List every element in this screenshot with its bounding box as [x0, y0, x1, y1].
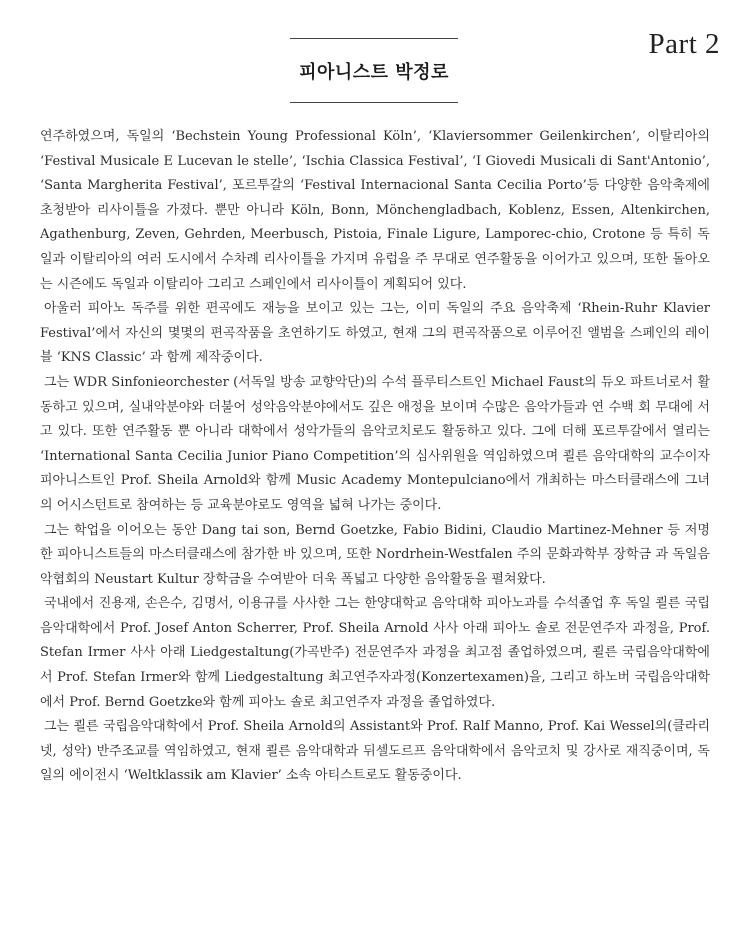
title-block [290, 38, 458, 103]
page-title: 피아니스트 박정로 [299, 62, 449, 83]
paragraph-masterclasses: 그는 학업을 이어오는 동안 Dang tai son, Bernd Goetzke, Fabio Bidini, Claudio Martinez-Mehner 등 저명한 피아니스트들의 마스터클래스에 참가한 바 있으며, 또한 Nordrhein-Westfalen 주의 문화과학부 장학금 과 독일음악협회의 Neustart Kultur 장학금을 수여받아 더욱 폭넓고 다양한 음악활동을 펼쳐왔다. [40, 522, 710, 587]
paragraph-chamber-music: 그는 WDR Sinfonieorchester (서독일 방송 교향악단)의 수석 플루티스트인 Michael Faust의 듀오 파트너로서 활동하고 있으며, 실내악분야와 더불어 성악음악분야에서도 깊은 애정을 보이며 수많은 음악가들과 연 수백 회 무대에 서고 있다. 또한 연주활동 뿐 아니라 대학에서 성악가들의 음악코치로도 활동하고 있다. 그에 더해 포르투갈에서 열리는 ‘International Santa Cecilia Junior Piano Competition’의 심사위원을 역임하였으며 쾰른 음악대학의 교수이자 피아니스트인 Prof. Sheila Arnold와 함께 Music Academy Montepulciano에서 개최하는 마스터클래스에 그녀의 어시스턴트로 참여하는 등 교육분야로도 영역을 넓혀 나가는 중이다. [40, 374, 710, 513]
biography-body [40, 125, 710, 789]
part-label: Part 2 [648, 28, 720, 60]
paragraph-current-positions: 그는 쾰른 국립음악대학에서 Prof. Sheila Arnold의 Assistant와 Prof. Ralf Manno, Prof. Kai Wessel의(클라리넷, 성악) 반주조교를 역임하였고, 현재 쾰른 음악대학과 뒤셀도르프 음악대학에서 음악코치 및 강사로 재직중이며, 독일의 에이전시 ‘Weltklassik am Klavier’ 소속 아티스트로도 활동중이다. [40, 719, 710, 784]
title-bottom-rule [290, 102, 458, 103]
paragraph-concerts: 연주하였으며, 독일의 ‘Bechstein Young Professional Köln’, ‘Klaviersommer Geilenkirchen’, 이탈리아의 ‘Festival Musicale E Lucevan le stelle’, ‘Ischia Classica Festival’, ‘I Giovedi Musicali di Sant'Antonio’, ‘Santa Margherita Festival’, 포르투갈의 ‘Festival Internacional Santa Cecilia Porto’등 다양한 음악축제에 초청받아 리사이틀을 가졌다. 뿐만 아니라 Köln, Bonn, Mönchengladbach, Koblenz, Essen, Altenkirchen, Agathenburg, Zeven, Gehrden, Meerbusch, Pistoia, Finale Ligure, Lamporec-chio, Crotone 등 특히 독일과 이탈리아의 여러 도시에서 수차례 리사이틀을 가지며 유럽을 주 무대로 연주활동을 이어가고 있으며, 또한 돌아오는 시즌에도 독일과 이탈리아 그리고 스페인에서 리사이틀이 계획되어 있다. [40, 129, 710, 292]
paragraph-arrangements: 아울러 피아노 독주를 위한 편곡에도 재능을 보이고 있는 그는, 이미 독일의 주요 음악축제 ‘Rhein-Ruhr Klavier Festival’에서 자신의 몇몇의 편곡작품을 초연하기도 하였고, 현재 그의 편곡작품으로 이루어진 앨범을 스페인의 레이블 ‘KNS Classic’ 과 함께 제작중이다. [40, 301, 710, 366]
title-top-rule [290, 38, 458, 39]
paragraph-education: 국내에서 진용재, 손은수, 김명서, 이용규를 사사한 그는 한양대학교 음악대학 피아노과를 수석졸업 후 독일 쾰른 국립음악대학에서 Prof. Josef Anton Scherrer, Prof. Sheila Arnold 사사 아래 피아노 솔로 전문연주자 과정을, Prof. Stefan Irmer 사사 아래 Liedgestaltung(가곡반주) 전문연주자 과정을 최고점 졸업하였으며, 쾰른 국립음악대학에서 Prof. Stefan Irmer와 함께 Liedgestaltung 최고연주자과정(Konzertexamen)을, 그리고 하노버 국립음악대학에서 Prof. Bernd Goetzke와 함께 피아노 솔로 최고연주자 과정을 졸업하였다. [40, 596, 710, 710]
